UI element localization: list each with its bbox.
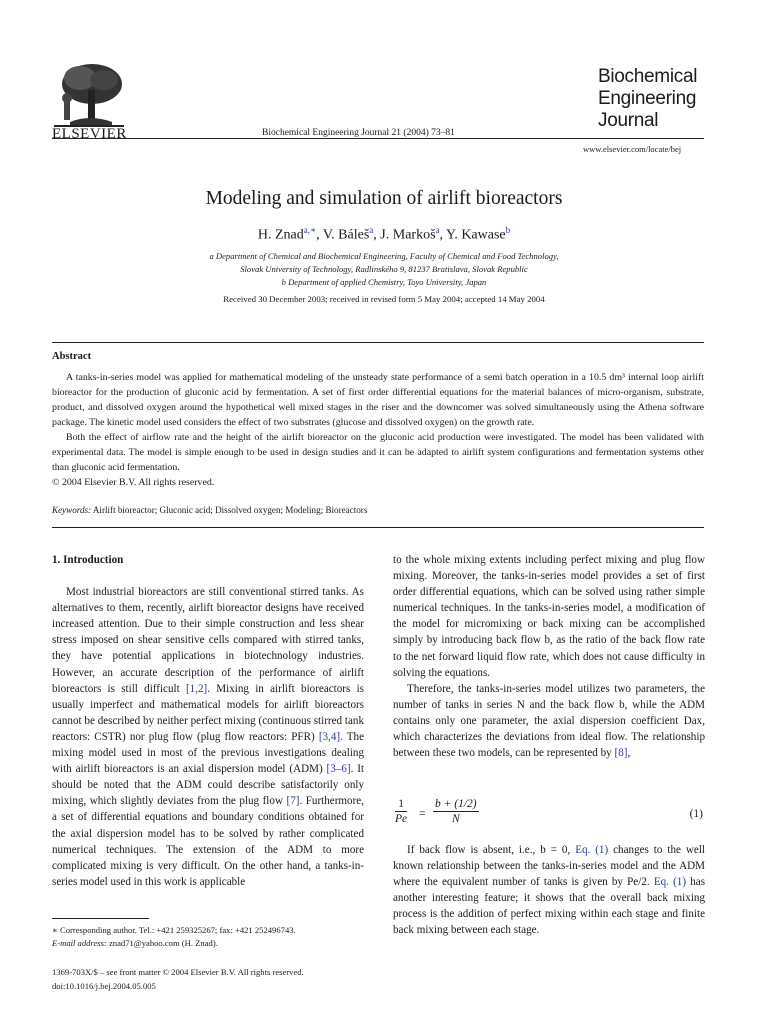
author-affiliation-marker[interactable]: a — [369, 225, 374, 235]
abstract-heading: Abstract — [52, 351, 92, 362]
author-name: J. Markoš — [380, 227, 436, 243]
received-dates: Received 30 December 2003; received in revised form 5 May 2004; accepted 14 May 2004 — [223, 294, 545, 304]
equation-link[interactable]: Eq. (1) — [575, 844, 609, 856]
right-column — [393, 552, 705, 761]
footnote-rule — [52, 918, 149, 919]
email-line: E-mail address: znad71@yahoo.com (H. Znad). — [52, 938, 218, 948]
journal-logo-line: Engineering — [598, 88, 697, 109]
equals-sign: = — [419, 808, 426, 820]
equation-link[interactable]: Eq. (1) — [653, 876, 687, 889]
affiliation-b: b Department of applied Chemistry, Toyo University, Japan — [281, 277, 487, 287]
abstract-bottom-rule — [52, 527, 704, 528]
article-title: Modeling and simulation of airlift bioreactors — [205, 188, 563, 209]
section-heading: 1. Introduction — [52, 554, 124, 566]
body-paragraph: Therefore, the tanks-in-series model utilizes two parameters, the number of tanks in series N and the back flow b, while the ADM contains only one parameter, the axial dispersion coefficient Dax, which characterizes the deviations from ideal flow. The relationship between these two models, can be represented by [8], — [393, 682, 705, 760]
body-paragraph: Most industrial bioreactors are still conventional stirred tanks. As alternatives to them, recently, airlift bioreactor designs have received increased attention. Due to their simple construction and less shear stress imposed on shear sensitive cells compared with stirred tanks, they have potential applications in biotechnology industries. However, an accurate description of the performance of airlift bioreactors is still difficult [1,2]. Mixing in airlift bioreactors is usually imperfect and mathematical models for airlift bioreactors cannot be described by neither perfect mixing (continuous stirred tank reactors: CSTR) nor plug flow (plug flow reactors: PFR) [3,4]. The mixing model used in most of the previous investigations dealing with airlift bioreactors is an axial dispersion model (ADM) [3–6]. It should be noted that the ADM could describe satisfactorily only mixing, which slightly deviates from the plug flow [7]. Furthermore, a set of differential equations and boundary conditions obtained for the axial dispersion model has to be solved by rather complicated numerical techniques. The extension of the ADM to more complicated mixing is very difficult. On the other hand, a tanks-in-series model used in this work is applicable — [52, 586, 365, 888]
abstract-top-rule — [52, 342, 704, 343]
author-name: Y. Kawase — [446, 227, 506, 243]
right-column-continued — [393, 842, 705, 939]
author-list: H. Znad$^{a,∗}$, V. Báleš$^a$, J. Markoš$^a$, Y. Kawase$^b$ — [257, 225, 511, 243]
keywords-list: Airlift bioreactor; Gluconic acid; Dissolved oxygen; Modeling; Bioreactors — [92, 505, 368, 515]
author-affiliation-marker[interactable]: a — [435, 225, 440, 235]
body-paragraph: to the whole mixing extents including perfect mixing and plug flow mixing. Moreover, the tanks-in-series model provides a set of first order differential equations, which can be solved using rather simple numerical techniques. In the tanks-in-series model, a modification of the model for micromixing or back mixing can be accomplished simply by introducing back flow b, as the ratio of the back flow rate to the net forward liquid flow rate, which does not cause difficulty in solving the equations. — [393, 554, 705, 679]
elsevier-tree-logo — [50, 60, 128, 128]
abstract-paragraph: Both the effect of airflow rate and the height of the airlift bioreactor on the gluconic acid production were investigated. The model has been validated with experimental data. The model is simple enough to be used in design studies and it can be adapted to airlift system configurations and fermentation systems other than gluconic acid fermentation. — [52, 432, 704, 473]
citation-link[interactable]: [7] — [286, 795, 300, 808]
citation-link[interactable]: [3–6] — [326, 763, 351, 776]
abstract-paragraph: A tanks-in-series model was applied for mathematical modeling of the unsteady state performance of a semi batch operation in a 10.5 dm³ internal loop airlift bioreactor for the production of gluconic acid by fermentation. A set of first order differential equations for the material balances of micro-organism, substrate, product, and dissolved oxygen around the hypothetical well mixed stages in the riser and the downcomer was solved simultaneously using the Athena software package. The kinetic model used considers the effect of two substrates (glucose and dissolved oxygen) on the growth rate. — [52, 372, 704, 428]
equation-number: (1) — [689, 808, 703, 820]
keywords-label: Keywords: — [52, 505, 92, 515]
front-matter — [52, 966, 372, 993]
abstract-body — [52, 370, 704, 490]
journal-logo-line: Journal — [598, 110, 659, 131]
citation-link[interactable]: [1,2] — [185, 682, 208, 695]
affiliation-a-line2: Slovak University of Technology, Radlinského 9, 81237 Bratislava, Slovak Republic — [240, 264, 528, 274]
keywords — [52, 505, 704, 515]
left-column — [52, 552, 364, 890]
corresponding-author-note: ∗ Corresponding author. Tel.: +421 259325267; fax: +421 252496743. — [52, 925, 296, 935]
journal-url-link[interactable]: www.elsevier.com/locate/bej — [583, 144, 682, 154]
doi-line[interactable]: doi:10.1016/j.bej.2004.05.005 — [52, 980, 156, 991]
journal-logo-line: Biochemical — [598, 66, 698, 87]
equation-1 — [393, 798, 705, 836]
publisher-name: ELSEVIER — [52, 126, 127, 142]
copyright-notice: © 2004 Elsevier B.V. All rights reserved. — [52, 477, 215, 488]
equation-lhs: $\frac{1}{Pe}$ — [395, 798, 408, 825]
affiliation-a-line1: a Department of Chemical and Biochemical Engineering, Faculty of Chemical and Food Technology, — [209, 251, 559, 261]
author-name: V. Báleš — [322, 227, 370, 243]
author-affiliation-marker[interactable]: a,∗ — [303, 225, 317, 235]
citation-link[interactable]: [8] — [614, 747, 628, 760]
body-paragraph: If back flow is absent, i.e., b = 0, Eq. (1) changes to the well known relationship between the tanks-in-series model and the ADM where the equivalent number of tanks is given by Pe/2. Eq. (1) has another interesting feature; it shows that the overall back mixing process is the addition of perfect mixing within each stage and finite back mixing between each stage. — [393, 844, 706, 937]
email-link[interactable]: znad71@yahoo.com (H. Znad). — [108, 938, 218, 948]
citation-link[interactable]: [3,4] — [318, 730, 341, 743]
author-name: H. Znad — [257, 227, 304, 243]
header-divider — [52, 138, 704, 139]
footnotes — [52, 924, 372, 950]
equation-rhs: $\frac{b + (1/2)}{N}$ — [435, 798, 477, 825]
issn-line: 1369-703X/$ – see front matter © 2004 Elsevier B.V. All rights reserved. — [52, 967, 304, 977]
author-affiliation-marker[interactable]: b — [505, 225, 511, 235]
journal-reference: Biochemical Engineering Journal 21 (2004) 73–81 — [262, 128, 455, 138]
journal-logo — [598, 66, 697, 132]
